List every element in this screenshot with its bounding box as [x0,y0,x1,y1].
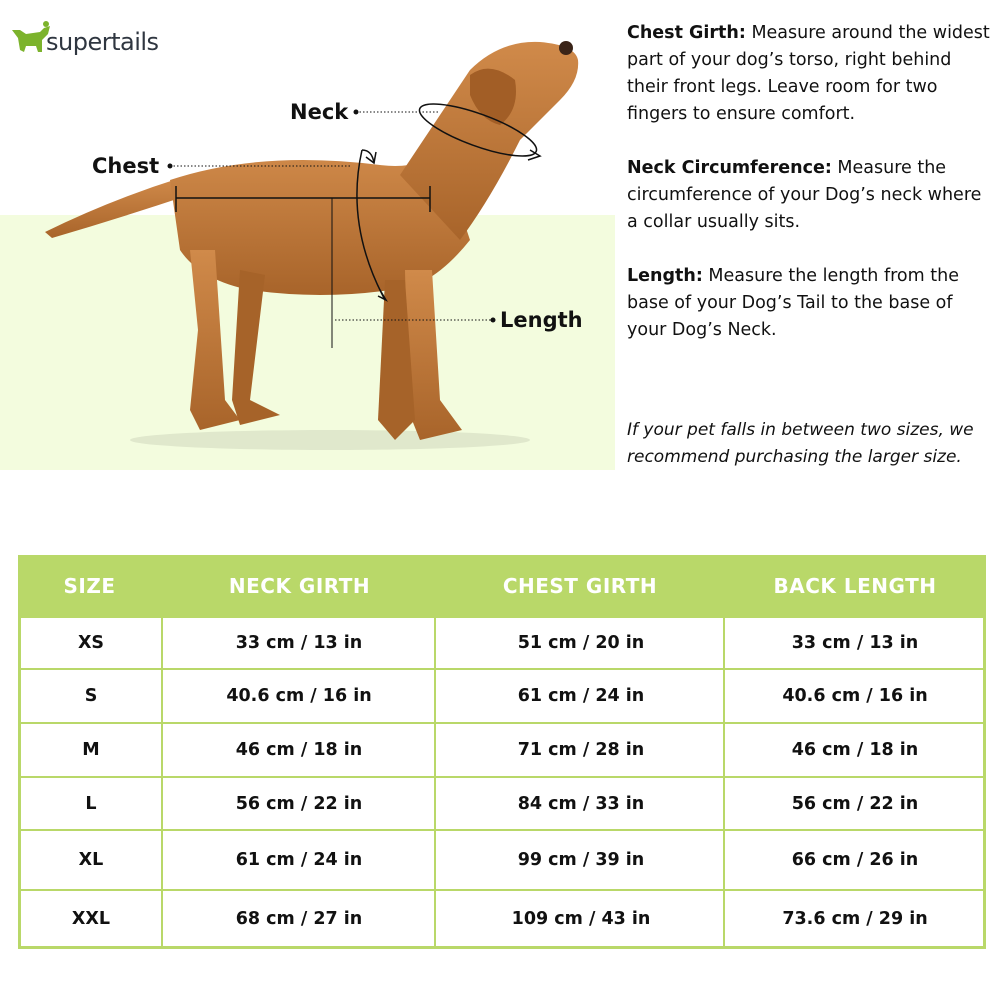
column-header-back-length: BACK LENGTH [773,574,937,598]
neck-girth-cell: 56 cm / 22 in [235,793,363,814]
column-header-size: SIZE [63,574,116,598]
table-row [21,670,983,722]
back-length-cell: 33 cm / 13 in [791,633,919,653]
size-cell: XL [78,850,104,870]
size-cell: XS [77,633,105,653]
length-label: Length [500,308,583,332]
neck-circumference-text: Measure the circumference of your Dog’s neck where a collar usually sits. [627,158,982,232]
table-row [21,618,983,668]
size-cell: L [85,793,97,814]
chest-girth-cell: 109 cm / 43 in [511,908,651,929]
back-length-cell: 40.6 cm / 16 in [782,686,928,706]
brand-name: supertails [46,28,159,56]
length-text: Measure the length from the base of your Dog’s Tail to the base of your Dog’s Neck. [627,266,959,340]
table-row [21,724,983,776]
chest-girth-cell: 99 cm / 39 in [517,850,645,870]
size-cell: S [84,686,98,706]
neck-girth-cell: 46 cm / 18 in [235,740,363,760]
neck-girth-cell: 68 cm / 27 in [235,908,363,929]
table-row [21,891,983,946]
chest-label: Chest [92,154,160,178]
back-length-cell: 46 cm / 18 in [791,740,919,760]
length-instruction [627,263,992,344]
table-row [21,778,983,829]
neck-girth-cell: 61 cm / 24 in [235,850,363,870]
chest-girth-cell: 51 cm / 20 in [517,633,645,653]
back-length-cell: 66 cm / 26 in [791,850,919,870]
column-divider [161,617,163,949]
chest-girth-cell: 61 cm / 24 in [517,686,645,706]
size-chart-table [18,555,986,949]
neck-circumference-instruction [627,155,992,236]
size-cell: M [82,740,100,760]
size-cell: XXL [71,908,111,929]
chest-girth-cell: 84 cm / 33 in [517,793,645,814]
chest-girth-title: Chest Girth: [627,23,746,43]
chest-girth-cell: 71 cm / 28 in [517,740,645,760]
column-header-chest-girth: CHEST GIRTH [502,574,658,598]
chest-girth-instruction [627,20,992,128]
column-divider [723,617,725,949]
neck-girth-cell: 40.6 cm / 16 in [226,686,372,706]
size-note: If your pet falls in between two sizes, we recommend purchasing the larger size. [627,420,974,467]
dog-illustration [0,0,615,470]
length-title: Length: [627,266,703,286]
neck-label: Neck [290,100,349,124]
neck-girth-cell: 33 cm / 13 in [235,633,363,653]
table-row [21,831,983,889]
chest-girth-text: Measure around the widest part of your dog’s torso, right behind their front legs. Leave room for two fingers to ensure comfort. [627,23,990,124]
column-header-neck-girth: NECK GIRTH [228,574,371,598]
column-divider [434,617,436,949]
back-length-cell: 73.6 cm / 29 in [782,908,928,929]
neck-circumference-title: Neck Circumference: [627,158,832,178]
back-length-cell: 56 cm / 22 in [791,793,919,814]
